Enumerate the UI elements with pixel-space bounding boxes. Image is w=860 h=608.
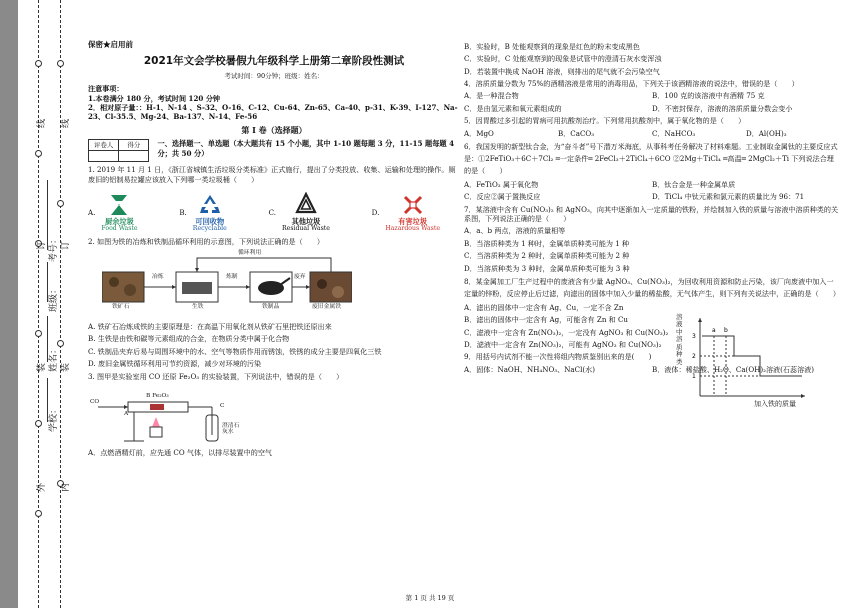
flow-label: 循环利用: [238, 250, 262, 257]
notes-heading: 注意事项：: [88, 84, 124, 94]
q1-option-d[interactable]: [372, 192, 440, 233]
question-4-stem: 4．溶质质量分数为 75%的酒精溶液是常用的消毒用品，下列关于该酒精溶液的说法中，错误的是（ ）: [464, 79, 799, 89]
q4-option-b[interactable]: B．100 克的该溶液中有酒精 75 克: [652, 91, 765, 101]
option-letter: A.: [88, 207, 96, 217]
binding-hole-circle: [35, 150, 42, 157]
exam-subtitle: 考试时间：90分钟；班级：姓名：: [224, 71, 324, 80]
q3-option-b[interactable]: B．实验时，B 处能观察到的现象是红色的粉末变成黑色: [464, 42, 640, 51]
option-letter: B.: [179, 207, 187, 217]
q4-option-c[interactable]: C．是由氢元素和氧元素组成的: [464, 103, 562, 113]
question-1-stem: 1. 2019 年 11 月 1 日，《浙江省城镇生活垃圾分类标准》正式施行，提出了分类投放、收集、运输和处理的操作。厕废旧的铝制易拉罐应该放入下列哪一类垃圾桶（ ）: [88, 165, 456, 184]
binding-hole-circle: [35, 60, 42, 67]
bin-name-en: Recyclable: [192, 224, 227, 232]
q3-option-c[interactable]: C．实验时，C 处能观察到的现象是试管中的澄清石灰水变浑浊: [464, 54, 662, 64]
right-column: [464, 36, 840, 596]
option-letter: C.: [268, 207, 276, 217]
apparatus-label: 澄清石灰水: [222, 422, 240, 436]
q2-option-c[interactable]: C. 铁制品夹弃后易与周围环境中的水、空气等物质作用而锈蚀，铁锈的成分主要是四氧化三铁: [88, 346, 382, 356]
bin-name-en: Food Waste: [101, 224, 138, 232]
note-item: 1.本卷满分 180 分，考试时间 120 分钟: [88, 93, 221, 103]
name-field-line[interactable]: [47, 316, 48, 362]
q3-option-a[interactable]: A．点燃酒精灯前，应先通 CO 气体，以排尽装置中的空气: [88, 447, 273, 457]
secret-mark: 保密★启用前: [88, 40, 133, 49]
q7-option-d[interactable]: D．当溶质种类为 3 种时，金属单质种类可能为 3 种: [464, 263, 630, 273]
flow-label: 废弃: [294, 274, 306, 281]
score-cell[interactable]: [119, 151, 149, 162]
svg-text:1: 1: [692, 373, 696, 380]
question-6-stem: 6．我国发明的新型钛合金，为“奋斗者”号下潜万米海底，从事科考任务解决了材料难题。工业制取金属钛的主要反应式是：①2FeTiO₃＋6C＋7Cl₂ ═一定条件═ 2FeCl₃＋2TiCl₄＋6CO ②2Mg＋TiCl₄ ═高温═ 2MgCl₂＋Ti 下列说法合理的是（ ）: [464, 141, 838, 175]
note-item: 2．相对原子量：：H-1、N-14 、S-32、O-16、C-12、Cu-64、Zn-65、Ca-40、p-31、K-39、I-127、Na-23、Cl-35.5、Mg-24、Ba-137、N-14、Fe-56: [88, 103, 458, 122]
q8-option-c[interactable]: C．滤液中一定含有 Zn(NO₃)₂，一定没有 AgNO₃ 和 Cu(NO₃)₂: [464, 327, 669, 337]
binding-inner-label: 内: [61, 482, 71, 492]
bin-name: 厨余垃圾: [105, 217, 134, 227]
chart-y-label: 溶液中溶质种类: [676, 313, 683, 366]
svg-text:3: 3: [692, 333, 696, 340]
q5-option-a[interactable]: A．MgO: [464, 128, 494, 138]
apparatus-label: B Fe₂O₃: [146, 392, 169, 399]
binding-hole-circle: [35, 330, 42, 337]
q4-options-row1: [464, 91, 840, 100]
flow-label: 铁制品: [262, 304, 280, 311]
binding-outer-label: 外: [37, 482, 47, 492]
q7-chart-svg: [690, 314, 810, 404]
q5-option-c[interactable]: C．NaHCO₃: [652, 128, 696, 138]
q7-option-a[interactable]: A．a、b 两点，溶液的质量相等: [464, 226, 566, 236]
question-5-stem: 5．因胃酸过多引起的胃病可用抗酸剂治疗。下列常用抗酸剂中，属于氧化物的是（ ）: [464, 116, 746, 126]
exam-title: 2021年文会学校暑假九年级科学上册第二章阶段性测试: [143, 54, 405, 67]
q8-option-b[interactable]: B．滤出的固体中一定含有 Ag，可能含有 Zn 和 Cu: [464, 315, 628, 325]
q4-options-row2: [464, 104, 840, 113]
part-title: 一、选择题一、单选题（本大题共有 15 个小题，其中 1-10 题每题 3 分，11-15 题每题 4 分；共 50 分）: [157, 139, 455, 158]
flow-label: 铁矿石: [112, 304, 130, 311]
svg-text:b: b: [724, 327, 728, 334]
q2-option-a[interactable]: A. 铁矿石冶炼成铁的主要原理是：在高温下用氧化剂从铁矿石里把铁还原出来: [88, 322, 332, 332]
q4-option-a[interactable]: A．是一种混合物: [464, 91, 519, 101]
flow-label: 生铁: [192, 304, 204, 311]
id-field-line[interactable]: [47, 180, 48, 250]
apparatus-label: C: [220, 402, 225, 409]
class-field-line[interactable]: [47, 262, 48, 302]
binding-order-label-inner: 订: [61, 240, 71, 250]
recyclable-icon: [197, 192, 223, 218]
svg-text:a: a: [712, 327, 716, 334]
left-column: [88, 36, 460, 596]
q9-option-b[interactable]: B．液体：稀盐酸、H₂O、Ca(OH)₂溶液(石蕊溶液): [652, 364, 815, 374]
binding-hole-circle: [35, 420, 42, 427]
question-9-stem: 9．用括号内试剂不能一次性将组内物质鉴别出来的是( ): [464, 352, 652, 362]
binding-line-label-inner: 线: [61, 118, 71, 128]
flow-label: 炼制: [226, 274, 238, 281]
binding-line-label: 线: [37, 118, 47, 128]
binding-hole-circle: [57, 60, 64, 67]
q6-options-row1: [464, 180, 840, 189]
q5-option-d[interactable]: D．Al(OH)₃: [746, 128, 787, 138]
flow-label: 废旧金属铁: [312, 304, 341, 311]
q1-options: [88, 192, 460, 233]
q6-option-d[interactable]: D．TiCl₄ 中钛元素和氯元素的质量比为 96：71: [652, 192, 805, 202]
binding-order-label: 订: [37, 240, 47, 250]
q5-options: [464, 129, 840, 138]
binding-bind-label-inner: 装: [61, 362, 71, 372]
q1-option-a[interactable]: [88, 192, 138, 233]
question-3-stem: 3. 图甲是实验室用 CO 还原 Fe₂O₃ 的实验装置，下列说法中，错误的是（ ）: [88, 371, 344, 381]
co-reduction-apparatus: [88, 385, 460, 445]
flow-label: 冶炼: [152, 274, 164, 281]
bin-name-en: Residual Waste: [282, 224, 330, 232]
id-field-label: 考号：: [49, 234, 59, 262]
school-field-line[interactable]: [47, 378, 48, 422]
residual-waste-icon: [293, 192, 319, 218]
bin-name-en: Hazardous Waste: [385, 224, 440, 232]
q7-option-b[interactable]: B．当溶质种类为 1 种时，金属单质种类可能为 1 种: [464, 238, 630, 248]
section-title: 第 I 卷（选择题）: [241, 124, 307, 135]
food-waste-icon: [106, 192, 132, 218]
q9-option-a[interactable]: A．固体：NaOH、NH₄NO₃、NaCl(水): [464, 364, 595, 374]
q7-option-c[interactable]: C．当溶质种类为 2 种时，金属单质种类可能为 2 种: [464, 251, 630, 261]
q1-option-c[interactable]: [269, 192, 330, 233]
school-field-label: 学校：: [49, 404, 59, 432]
q8-option-d[interactable]: D．滤液中一定含有 Zn(NO₃)₂，可能有 AgNO₃ 和 Cu(NO₃)₂: [464, 340, 662, 350]
score-header-score: 得分: [119, 140, 149, 151]
score-table: [88, 139, 149, 162]
q6-option-a[interactable]: A．FeTiO₃ 属于氧化物: [464, 180, 539, 190]
q1-option-b[interactable]: [179, 192, 227, 233]
grader-cell[interactable]: [89, 151, 119, 162]
binding-gray-strip: [0, 0, 18, 608]
hazardous-waste-icon: [400, 192, 426, 218]
question-2-stem: 2. 如图为铁的冶炼和铁制品循环利用的示意图，下列说法正确的是（ ）: [88, 236, 325, 246]
q7-solute-chart: [676, 314, 816, 414]
q3-option-d[interactable]: D．若装置中换成 NaOH 溶液，则排出的尾气就不会污染空气: [464, 66, 660, 76]
q5-option-b[interactable]: B．CaCO₃: [558, 128, 595, 138]
q6-options-row2: [464, 192, 840, 201]
binding-hole-circle: [35, 510, 42, 517]
name-field-label: 姓名：: [49, 344, 59, 372]
q2-option-b[interactable]: B. 生铁是由铁和碳等元素组成的合金，在物质分类中属于化合物: [88, 334, 290, 344]
binding-margin: [0, 0, 82, 608]
bin-name: 可回收物: [195, 217, 225, 227]
page-footer: 第 1 页 共 19 页: [405, 594, 455, 602]
q6-option-b[interactable]: B．钛合金是一种金属单质: [652, 180, 736, 190]
q6-option-c[interactable]: C．反应②属于置换反应: [464, 192, 541, 202]
bin-name: 其他垃圾: [291, 217, 321, 227]
svg-text:2: 2: [692, 353, 696, 360]
apparatus-label: CO: [90, 398, 100, 405]
binding-bind-label: 装: [37, 362, 47, 372]
cut-line-inner: [60, 0, 61, 608]
q7-options: [464, 226, 679, 272]
option-letter: D.: [371, 207, 380, 217]
question-7-stem: 7．某溶液中含有 Cu(NO₃)₂ 和 AgNO₃，向其中逐渐加入一定质量的铁粉，并绘制加入铁的质量与溶液中溶质种类的关系图，下列说法正确的是（ ）: [464, 204, 839, 224]
q8-option-a[interactable]: A．滤出的固体中一定含有 Ag、Cu，一定不含 Zn: [464, 302, 624, 312]
apparatus-label: A: [124, 410, 129, 417]
bin-name: 有害垃圾: [398, 217, 428, 227]
binding-hole-circle: [57, 200, 64, 207]
question-8-stem: 8．某金属加工厂生产过程中的废液含有少量 AgNO₃、Cu(NO₃)₂，为回收利用资源和防止污染，该厂向废液中加入一定量的锌粉，反应停止后过滤，向滤出的固体中加入少量的稀盐酸，无气体产生，则下列有关说法中，正确的是（ ）: [464, 276, 840, 298]
q4-option-d[interactable]: D．不密封保存，溶液的溶质质量分数会变小: [652, 103, 793, 113]
q2-option-d[interactable]: D. 废旧金属铁循环利用可节约资源，减少对环境的污染: [88, 359, 262, 369]
score-block: [88, 139, 460, 162]
chart-x-label: 加入铁的质量: [754, 400, 796, 408]
class-field-label: 班级：: [49, 284, 59, 312]
iron-cycle-diagram: [88, 252, 460, 316]
score-header-grader: 评卷人: [89, 140, 119, 151]
